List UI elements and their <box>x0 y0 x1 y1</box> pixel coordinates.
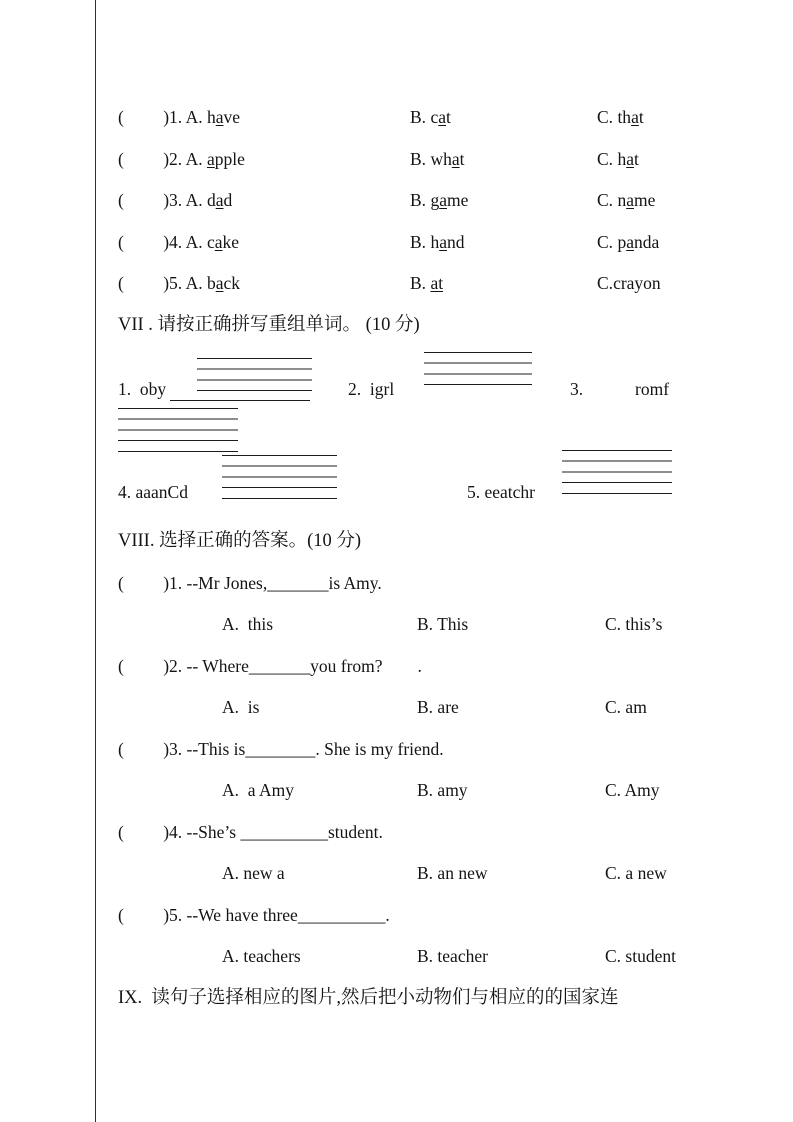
word-underlined: a <box>626 148 634 169</box>
word-post: t <box>446 107 451 127</box>
writing-line-1 <box>170 400 310 401</box>
word-post: me <box>633 190 656 210</box>
phonics-5-option-b <box>410 263 597 305</box>
question-1-options <box>222 604 768 646</box>
word-underlined: a <box>626 190 634 210</box>
q3-option-a: A. a Amy <box>222 780 294 800</box>
phonics-3-option-b <box>410 180 597 222</box>
question-2 <box>118 646 768 688</box>
q5-option-b: B. teacher <box>417 946 488 966</box>
phonics-4-option-b <box>410 222 597 264</box>
q2-option-a: A. is <box>222 697 260 717</box>
phonics-1-option-c <box>597 97 768 139</box>
phonics-1-option-b <box>410 97 597 139</box>
phonics-2-option-b <box>410 139 597 181</box>
unscramble-item-5: 5. eeatchr <box>467 482 536 502</box>
word-pre: g <box>430 190 440 210</box>
lead-text: ( )1. A. <box>118 107 207 127</box>
question-5-text: ( )5. --We have three__________. <box>118 904 390 925</box>
section-9-title <box>118 978 768 1020</box>
question-3-text: ( )3. --This is________. She is my friend. <box>118 738 444 759</box>
section-8-title-text: VIII. 选择正确的答案。(10 分) <box>118 531 362 551</box>
writing-grid-1 <box>197 358 312 392</box>
q3-option-c: C. Amy <box>605 780 660 800</box>
phonics-row-1 <box>118 97 768 139</box>
word-post: d <box>223 190 233 210</box>
unscramble-item-4: 4. aaanCd <box>118 482 188 502</box>
word-underlined: a <box>206 148 215 169</box>
word-post: me <box>446 190 469 210</box>
word-post: ck <box>223 273 241 293</box>
word-pre: d <box>206 190 216 210</box>
word-post: ke <box>222 231 240 252</box>
question-4-options <box>222 853 768 895</box>
word-post: nd <box>446 231 465 252</box>
question-1-text: ( )1. --Mr Jones,_______is Amy. <box>118 572 382 593</box>
word-pre: h <box>617 148 627 169</box>
word-pre: crayon <box>613 273 661 293</box>
lead-text: C. <box>597 273 614 293</box>
phonics-2-option-a <box>118 139 410 181</box>
unscramble-item-3-number: 3. <box>570 379 584 399</box>
question-5-options <box>222 936 768 978</box>
word-pre: h <box>430 231 440 252</box>
q1-option-a: A. this <box>222 614 274 634</box>
section-9-title-text: IX. 读句子选择相应的图片,然后把小动物们与相应的的国家连 <box>118 987 619 1008</box>
phonics-3-option-c <box>597 180 768 222</box>
word-pre: c <box>430 107 439 127</box>
word-pre: wh <box>430 148 452 169</box>
section-7-unscramble-area <box>118 346 768 521</box>
phonics-row-5 <box>118 263 768 305</box>
writing-grid-3 <box>118 408 238 452</box>
unscramble-item-1: 1. oby <box>118 379 167 399</box>
question-3-options <box>222 770 768 812</box>
lead-text: C. <box>597 148 618 169</box>
word-post: t <box>459 148 465 169</box>
phonics-1-option-a <box>118 97 410 139</box>
word-underlined: a <box>438 107 446 127</box>
worksheet-content <box>0 97 793 1019</box>
phonics-3-option-a <box>118 180 410 222</box>
question-1 <box>118 563 768 605</box>
writing-grid-5 <box>562 450 672 494</box>
word-pre: c <box>206 231 215 252</box>
word-underlined: a <box>215 107 224 127</box>
word-underlined: a <box>451 148 460 169</box>
word-pre: th <box>617 107 632 127</box>
writing-grid-4 <box>222 455 337 499</box>
lead-text: B. <box>410 231 431 252</box>
lead-text: B. <box>410 148 431 169</box>
question-4 <box>118 812 768 854</box>
question-2-options <box>222 687 768 729</box>
q1-option-b: B. This <box>417 614 469 634</box>
unscramble-item-3-word: romf <box>635 379 670 399</box>
q4-option-b: B. an new <box>417 863 488 883</box>
word-underlined: a <box>214 231 223 252</box>
phonics-4-option-a <box>118 222 410 264</box>
question-5 <box>118 895 768 937</box>
word-pre: h <box>206 107 216 127</box>
word-underlined: a <box>215 273 224 293</box>
phonics-row-2 <box>118 139 768 181</box>
word-pre: b <box>206 273 216 293</box>
word-underlined: a <box>626 231 634 252</box>
question-2-text: ( )2. -- Where_______you from? . <box>118 655 422 676</box>
q1-option-c: C. this’s <box>605 614 663 634</box>
question-3 <box>118 729 768 771</box>
lead-text: ( )3. A. <box>118 190 207 210</box>
word-underlined: a <box>439 190 447 210</box>
q4-option-a: A. new a <box>222 863 285 883</box>
word-post: nda <box>633 231 660 252</box>
word-post: t <box>638 107 644 127</box>
word-underlined: a <box>439 231 447 252</box>
question-4-text: ( )4. --She’s __________student. <box>118 821 383 842</box>
q2-option-b: B. are <box>417 697 459 717</box>
word-post: ve <box>223 107 241 127</box>
lead-text: C. <box>597 190 618 210</box>
q5-option-a: A. teachers <box>222 946 301 966</box>
lead-text: C. <box>597 107 618 127</box>
section-8-title <box>118 521 768 563</box>
writing-grid-2 <box>424 352 532 386</box>
word-post: t <box>633 148 639 169</box>
word-pre: p <box>617 231 627 252</box>
word-post: pple <box>214 148 245 169</box>
unscramble-item-2: 2. igrl <box>348 379 395 399</box>
phonics-row-4 <box>118 222 768 264</box>
q3-option-b: B. amy <box>417 780 468 800</box>
phonics-4-option-c <box>597 222 768 264</box>
phonics-5-option-c <box>597 263 768 305</box>
lead-text: ( )4. A. <box>118 231 207 252</box>
phonics-5-option-a <box>118 263 410 305</box>
lead-text: B. <box>410 273 431 293</box>
lead-text: B. <box>410 107 431 127</box>
q5-option-c: C. student <box>605 946 676 966</box>
lead-text: ( )5. A. <box>118 273 207 293</box>
section-7-title-text: VII . 请按正确拼写重组单词。 (10 分) <box>118 314 420 335</box>
word-underlined: at <box>430 273 444 293</box>
lead-text: C. <box>597 231 618 252</box>
lead-text: B. <box>410 190 431 210</box>
phonics-row-3 <box>118 180 768 222</box>
lead-text: ( )2. A. <box>118 148 207 169</box>
section-7-title <box>118 305 768 347</box>
word-underlined: a <box>631 107 639 127</box>
phonics-2-option-c <box>597 139 768 181</box>
word-pre: n <box>617 190 627 210</box>
q4-option-c: C. a new <box>605 863 667 883</box>
q2-option-c: C. am <box>605 697 647 717</box>
word-underlined: a <box>215 190 224 210</box>
